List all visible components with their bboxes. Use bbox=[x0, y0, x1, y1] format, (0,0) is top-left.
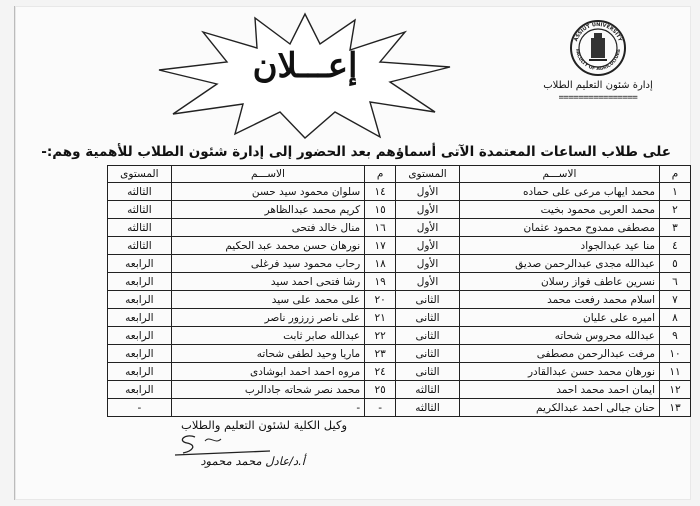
name-cell: نورهان محمد حسن عبدالقادر bbox=[459, 363, 659, 381]
name-cell: مصطفى ممدوح محمود عثمان bbox=[459, 219, 659, 237]
level-cell: - bbox=[108, 399, 172, 417]
department-name: إدارة شئون التعليم الطلاب bbox=[543, 80, 653, 91]
separator-line: ================ bbox=[558, 93, 638, 103]
table-row bbox=[108, 309, 691, 327]
name-cell: كريم محمد عبدالظاهر bbox=[171, 201, 364, 219]
name-cell: - bbox=[171, 399, 364, 417]
name-cell: ايمان احمد محمد احمد bbox=[459, 381, 659, 399]
number-cell: ١٤ bbox=[365, 183, 396, 201]
number-cell: ٢ bbox=[660, 201, 691, 219]
header-block bbox=[523, 18, 673, 103]
table-header-row bbox=[108, 166, 691, 183]
level-cell: الثانى bbox=[396, 327, 460, 345]
name-cell: سلوان محمود سيد حسن bbox=[171, 183, 364, 201]
number-cell: - bbox=[365, 399, 396, 417]
header-name-a: الاســـم bbox=[459, 166, 659, 183]
number-cell: ٦ bbox=[660, 273, 691, 291]
number-cell: ٧ bbox=[660, 291, 691, 309]
signatory-role: وكيل الكلية لشئون التعليم والطلاب bbox=[181, 418, 347, 432]
signatory-name: أ.د/عادل محمد محمود bbox=[200, 454, 305, 468]
number-cell: ١٧ bbox=[365, 237, 396, 255]
number-cell: ١٨ bbox=[365, 255, 396, 273]
level-cell: الثانى bbox=[396, 291, 460, 309]
table-row bbox=[108, 327, 691, 345]
level-cell: الأول bbox=[396, 201, 460, 219]
level-cell: الأول bbox=[396, 219, 460, 237]
level-cell: الثانى bbox=[396, 345, 460, 363]
level-cell: الثالثه bbox=[108, 201, 172, 219]
name-cell: مروه احمد احمد ابوشادى bbox=[171, 363, 364, 381]
level-cell: الرابعه bbox=[108, 309, 172, 327]
name-cell: ماريا وحيد لطفى شحاته bbox=[171, 345, 364, 363]
table-row bbox=[108, 399, 691, 417]
table-body bbox=[108, 183, 691, 417]
level-cell: الثالثه bbox=[396, 399, 460, 417]
number-cell: ٥ bbox=[660, 255, 691, 273]
level-cell: الثانى bbox=[396, 309, 460, 327]
name-cell: منال خالد فتحى bbox=[171, 219, 364, 237]
number-cell: ٣ bbox=[660, 219, 691, 237]
number-cell: ٢٣ bbox=[365, 345, 396, 363]
level-cell: الثانى bbox=[396, 363, 460, 381]
table-row bbox=[108, 219, 691, 237]
level-cell: الرابعه bbox=[108, 291, 172, 309]
table-row bbox=[108, 345, 691, 363]
number-cell: ١٣ bbox=[660, 399, 691, 417]
svg-text:FACULTY OF AGRICULTURE: FACULTY OF AGRICULTURE bbox=[574, 48, 623, 73]
level-cell: الأول bbox=[396, 183, 460, 201]
level-cell: الثالثه bbox=[396, 381, 460, 399]
number-cell: ٢١ bbox=[365, 309, 396, 327]
table-row bbox=[108, 291, 691, 309]
document-page bbox=[14, 6, 691, 500]
number-cell: ١١ bbox=[660, 363, 691, 381]
number-cell: ٢٤ bbox=[365, 363, 396, 381]
name-cell: حنان جبالى احمد عبدالكريم bbox=[459, 399, 659, 417]
level-cell: الثالثه bbox=[108, 219, 172, 237]
name-cell: محمد نصر شحاته جادالرب bbox=[171, 381, 364, 399]
number-cell: ١٩ bbox=[365, 273, 396, 291]
seal-icon bbox=[568, 18, 628, 78]
name-cell: اسلام محمد رفعت محمد bbox=[459, 291, 659, 309]
name-cell: رحاب محمود سيد فرغلى bbox=[171, 255, 364, 273]
number-cell: ٢٥ bbox=[365, 381, 396, 399]
header-name-b: الاســـم bbox=[171, 166, 364, 183]
name-cell: عبدالله صابر ثابت bbox=[171, 327, 364, 345]
table-row bbox=[108, 363, 691, 381]
name-cell: على ناصر زرزور ناصر bbox=[171, 309, 364, 327]
level-cell: الرابعه bbox=[108, 327, 172, 345]
table-row bbox=[108, 201, 691, 219]
announcement-title: إعـــلان bbox=[252, 46, 358, 86]
name-cell: على محمد على سيد bbox=[171, 291, 364, 309]
name-cell: منا عيد عبدالجواد bbox=[459, 237, 659, 255]
name-cell: محمد ايهاب مرعى على حماده bbox=[459, 183, 659, 201]
level-cell: الرابعه bbox=[108, 345, 172, 363]
name-cell: عبدالله محروس شحاته bbox=[459, 327, 659, 345]
university-logo bbox=[568, 18, 628, 78]
table-row bbox=[108, 183, 691, 201]
table-row bbox=[108, 273, 691, 291]
level-cell: الرابعه bbox=[108, 381, 172, 399]
name-cell: نسرين عاطف فواز رسلان bbox=[459, 273, 659, 291]
students-table bbox=[107, 165, 691, 417]
name-cell: محمد العربى محمود بخيت bbox=[459, 201, 659, 219]
number-cell: ١٢ bbox=[660, 381, 691, 399]
table-row bbox=[108, 255, 691, 273]
level-cell: الرابعه bbox=[108, 363, 172, 381]
level-cell: الثالثه bbox=[108, 183, 172, 201]
number-cell: ٢٢ bbox=[365, 327, 396, 345]
intro-text: على طلاب الساعات المعتمدة الآتى أسماؤهم بعد الحضور إلى إدارة شئون الطلاب للأهمية وهم:- bbox=[41, 144, 671, 160]
name-cell: نورهان حسن محمد عبد الحكيم bbox=[171, 237, 364, 255]
level-cell: الأول bbox=[396, 255, 460, 273]
header-level-a: المستوى bbox=[396, 166, 460, 183]
level-cell: الرابعه bbox=[108, 255, 172, 273]
name-cell: رشا فتحى احمد سيد bbox=[171, 273, 364, 291]
number-cell: ١٦ bbox=[365, 219, 396, 237]
number-cell: ٢٠ bbox=[365, 291, 396, 309]
number-cell: ١٥ bbox=[365, 201, 396, 219]
header-level-b: المستوى bbox=[108, 166, 172, 183]
svg-text:ASSIUT UNIVERSITY: ASSIUT UNIVERSITY bbox=[573, 21, 623, 43]
table-row bbox=[108, 237, 691, 255]
level-cell: الثالثه bbox=[108, 237, 172, 255]
name-cell: اميره على عليان bbox=[459, 309, 659, 327]
header-number-b: م bbox=[365, 166, 396, 183]
handwritten-signature-icon bbox=[135, 431, 275, 459]
number-cell: ١٠ bbox=[660, 345, 691, 363]
name-cell: عبدالله مجدى عبدالرحمن صديق bbox=[459, 255, 659, 273]
number-cell: ١ bbox=[660, 183, 691, 201]
number-cell: ٩ bbox=[660, 327, 691, 345]
name-cell: مرفت عبدالرحمن مصطفى bbox=[459, 345, 659, 363]
number-cell: ٨ bbox=[660, 309, 691, 327]
level-cell: الرابعه bbox=[108, 273, 172, 291]
table-row bbox=[108, 381, 691, 399]
header-number-a: م bbox=[660, 166, 691, 183]
level-cell: الأول bbox=[396, 273, 460, 291]
level-cell: الأول bbox=[396, 237, 460, 255]
number-cell: ٤ bbox=[660, 237, 691, 255]
